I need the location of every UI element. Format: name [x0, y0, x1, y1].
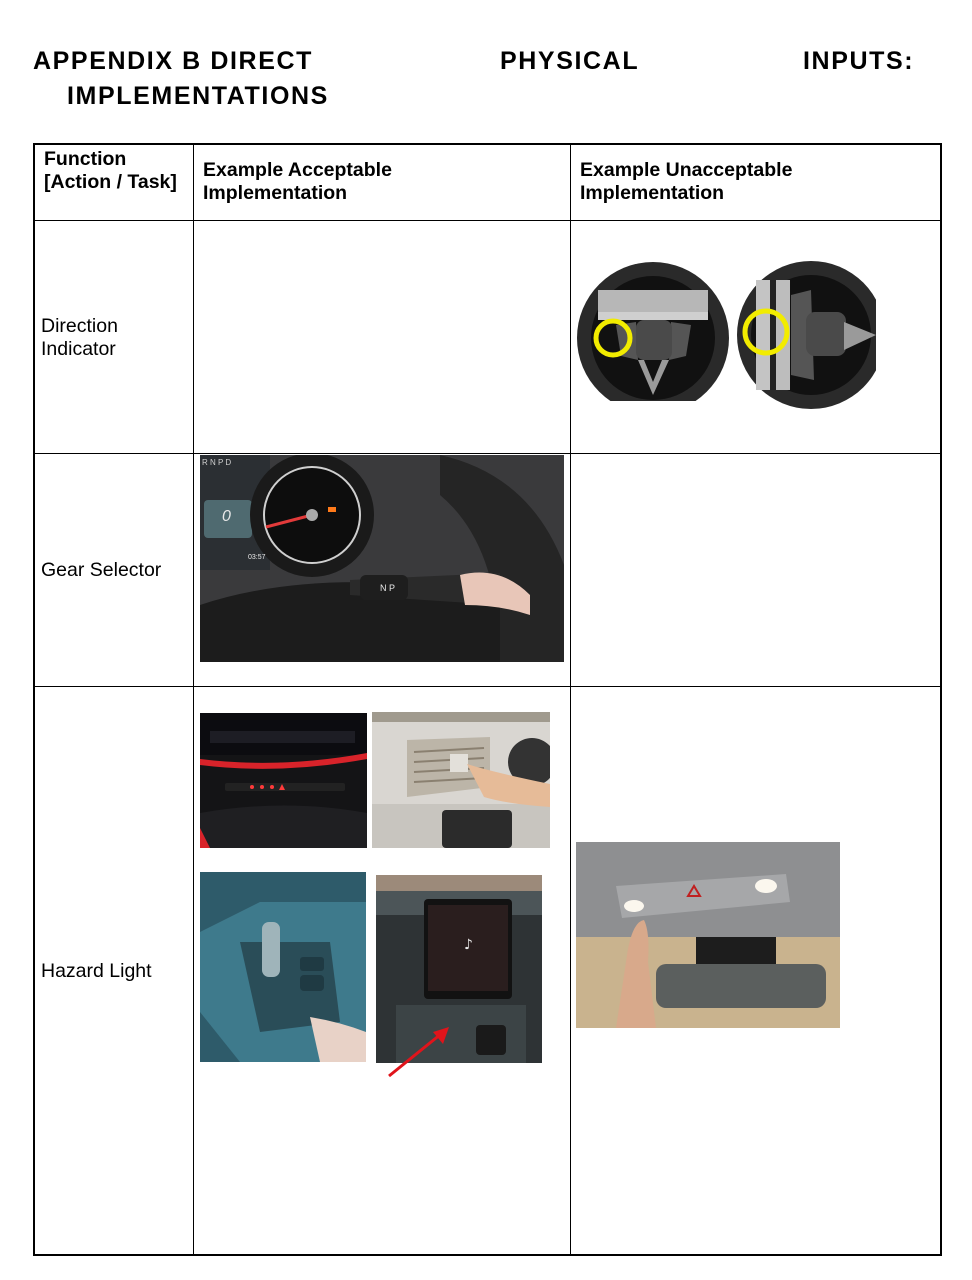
- row-divider: [35, 453, 940, 454]
- speed-readout-text: 0: [222, 508, 231, 525]
- header-function: Function [Action / Task]: [44, 148, 177, 193]
- row-label-gear-selector: Gear Selector: [41, 559, 162, 581]
- column-divider: [570, 145, 571, 1254]
- clock-readout-text: 03:57: [248, 554, 266, 561]
- gear-letters-text: R N P D: [202, 458, 232, 467]
- stalk-letters-text: N P: [380, 583, 396, 593]
- svg-text:♪: ♪: [464, 937, 473, 953]
- row-label-direction-indicator: Direction Indicator: [41, 315, 118, 360]
- header-unacceptable: Example Unacceptable Implementation: [580, 159, 793, 204]
- gear-console-hazard-button-image: [200, 872, 366, 1062]
- implementations-table: [33, 143, 942, 1256]
- steering-wheel-left-stalkless-image: [576, 260, 731, 407]
- title-inputs: INPUTS:: [803, 47, 915, 75]
- column-divider: [193, 145, 194, 1254]
- title-implementations: IMPLEMENTATIONS: [67, 82, 329, 110]
- row-divider: [35, 220, 940, 221]
- title-appendix-b-direct: APPENDIX B DIRECT: [33, 47, 314, 75]
- row-label-hazard-light: Hazard Light: [41, 960, 152, 982]
- overhead-console-hazard-button-image: [576, 842, 840, 1028]
- steering-wheel-right-stalkless-image: [736, 260, 880, 410]
- header-acceptable: Example Acceptable Implementation: [203, 159, 392, 204]
- center-console-button-row-image: [200, 713, 367, 848]
- gear-stalk-dashboard-image: [200, 455, 564, 662]
- dashboard-vent-hazard-button-image: [372, 712, 550, 848]
- row-divider: [35, 686, 940, 687]
- red-arrow-icon: [385, 1022, 465, 1082]
- title-physical: PHYSICAL: [500, 47, 640, 75]
